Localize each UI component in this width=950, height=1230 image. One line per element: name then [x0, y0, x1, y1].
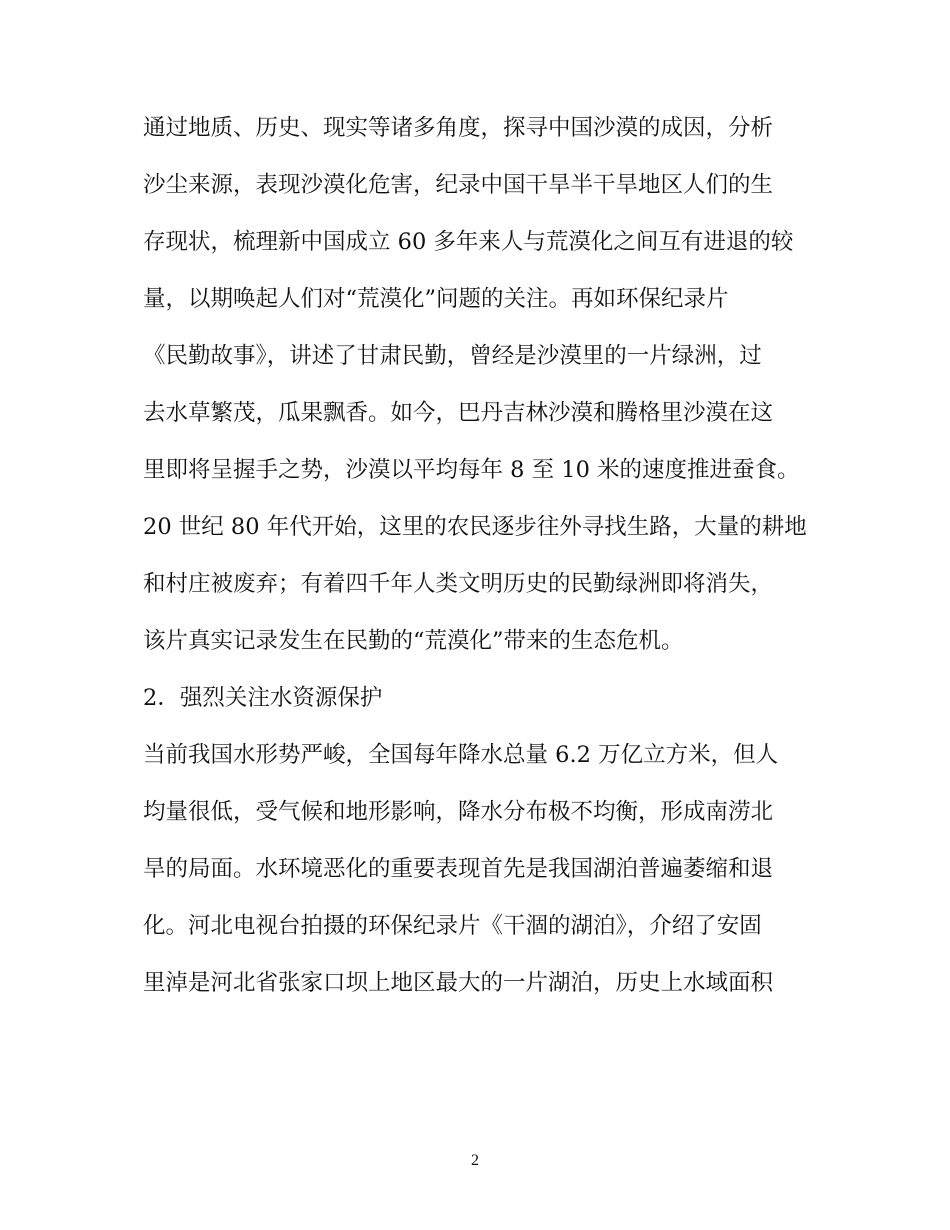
- text-line: 存现状，梳理新中国成立 60 多年来人与荒漠化之间互有进退的较: [143, 229, 794, 255]
- page-number: 2: [471, 1152, 479, 1169]
- text-line: 里淖是河北省张家口坝上地区最大的一片湖泊，历史上水域面积: [143, 970, 774, 996]
- text-line: 旱的局面。水环境恶化的重要表现首先是我国湖泊普遍萎缩和退: [143, 856, 774, 882]
- text-line: 里即将呈握手之势，沙漠以平均每年 8 至 10 米的速度推进蚕食。: [143, 457, 800, 483]
- section-heading: 2．强烈关注水资源保护: [143, 685, 383, 711]
- text-line: 沙尘来源，表现沙漠化危害，纪录中国干旱半干旱地区人们的生: [143, 172, 774, 198]
- text-line: 通过地质、历史、现实等诸多角度，探寻中国沙漠的成因，分析: [143, 115, 774, 141]
- text-line: 量，以期唤起人们对“荒漠化”问题的关注。再如环保纪录片: [143, 286, 729, 312]
- text-line: 均量很低，受气候和地形影响，降水分布极不均衡，形成南涝北: [143, 799, 774, 825]
- text-line: 《民勤故事》，讲述了甘肃民勤，曾经是沙漠里的一片绿洲，过: [143, 343, 762, 369]
- body-text: [143, 100, 818, 1012]
- text-line: 去水草繁茂，瓜果飘香。如今，巴丹吉林沙漠和腾格里沙漠在这: [143, 400, 774, 426]
- text-line: 和村庄被废弃；有着四千年人类文明历史的民勤绿洲即将消失，: [143, 571, 774, 597]
- text-line: 该片真实记录发生在民勤的“荒漠化”带来的生态危机。: [143, 628, 684, 654]
- text-line: 当前我国水形势严峻，全国每年降水总量 6.2 万亿立方米，但人: [143, 742, 779, 768]
- text-line: 化。河北电视台拍摄的环保纪录片《干涸的湖泊》，介绍了安固: [143, 913, 762, 939]
- text-line: 20 世纪 80 年代开始，这里的农民逐步往外寻找生路，大量的耕地: [143, 514, 807, 540]
